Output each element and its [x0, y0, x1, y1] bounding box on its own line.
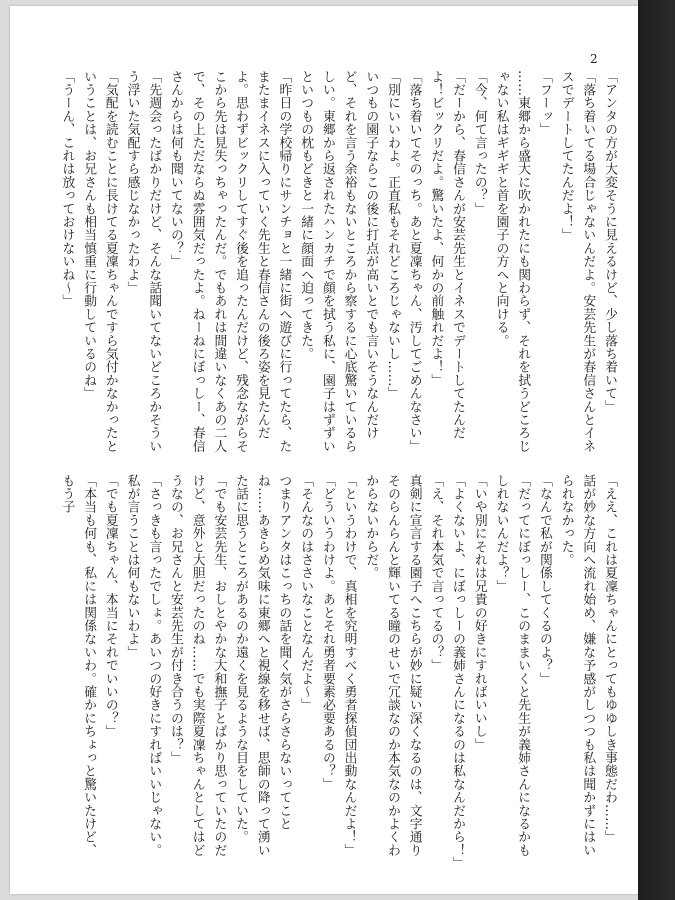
paragraph: 「気配を読むことに長けてる夏凜ちゃんですら気付かなかったということは、お兄さんも相当慎重に行動しているのね」	[81, 70, 118, 453]
paragraph: 「どういうわけよ。あとそれ勇者要素必要あるの？」	[319, 474, 335, 791]
paragraph: 「本当も何も、私には関係ないわ。確かにちょっと驚いたけど、もう子	[59, 474, 97, 857]
paragraph: 「でも安芸先生、おしとやかな大和撫子とばかり思っていたのだけど、意外と大胆だったのね……でも実際夏凜ちゃんとしてはどうなの、お兄さんと安芸先生が付き合うのは？」	[167, 474, 227, 857]
paragraph: 「今、何て言ったの？」	[471, 70, 487, 216]
paragraph: 「そんなのはささいなことなんだよ～」	[298, 474, 314, 712]
paragraph: 「だーから、春信さんが安芸先生とイネスでデートしてたんだよ！ビックリだよ。驚いたよ、何かの前触れだよ！」	[428, 70, 466, 440]
paragraph: 「いや別にそれは兄貴の好きにすればいいし」	[471, 474, 487, 752]
paragraph: 「うーん、これは放っておけないね～」	[59, 70, 75, 308]
paragraph: ……東郷から盛大に吹かれたにも関わらず、それを拭うどころじゃない私はギギギと首を園子の方へと向ける。	[493, 70, 531, 453]
paragraph: 「よくないよ、にぼっしーの義姉さんになるのは私なんだから！」	[450, 474, 466, 870]
paragraph: 話が妙な方向へ流れ始め、嫌な予感がしつつも私は聞かずにはいられなかった。	[558, 474, 596, 857]
paragraph: 真剣に宣言する園子へこちらが妙に疑い深くなるのは、文字通りそのらんらんと輝いてる瞳のせいで冗談なのか本気なのかよくわからないからだ。	[363, 474, 422, 857]
paragraph: つまりアンタはこっちの話を聞く気がさらさらないってことね……あきらめ気味に東郷へと視線を移せば、思師の降って湧いた話に思うところがあるのか遠くを見るような目をしていた。	[233, 474, 292, 857]
paragraph: 「フーッ」	[536, 70, 552, 136]
paragraph: 「さっきも言ったでしょ。あいつの好きにすればいいじゃない。私が言うことは何もないわよ」	[124, 474, 162, 857]
paragraph: 「落ち着いてる場合じゃないんだよ。安芸先生が春信さんとイネスでデートしてたんだよ！」	[558, 70, 596, 453]
viewer-edge-shadow	[638, 0, 675, 900]
paragraph: 「昨日の学校帰りにサンチョと一緒に街へ遊びに行ってたら、たまたまイネスに入っていく先生と春信さんの後ろ姿を見たんだよ。思わずビックリしてすぐ後を追ったんだけど、残念ながらそこから先は見失っちゃったんだ。でもあれは間違いなくあの二人で、その上ただならぬ雰囲気だったよ。ねーねにぼっしー、春信さんからは何も聞いてないの？」	[167, 70, 292, 453]
paragraph: 「別にいいわよ。正直私もそれどころじゃないし……」	[384, 70, 400, 400]
paragraph: 「でも夏凜ちゃん、本当にそれでいいの？」	[102, 474, 118, 738]
book-page	[10, 6, 638, 894]
page-number: 2	[590, 52, 598, 66]
paragraph: 「アンタの方が大変そうに見えるけど、少し落ち着いて」	[602, 70, 617, 414]
paragraph: 「だってにぼっしー、このままいくと先生が義姉さんになるかもしれないんだよ？」	[493, 474, 531, 857]
paragraph: 「というわけで、真相を究明すべく勇者探偵団出動なんだよ！」	[341, 474, 357, 857]
paragraph: 「え、それ本気で言ってるの？」	[428, 474, 444, 672]
paragraph: 「なんで私が関係してくるのよ？」	[536, 474, 552, 686]
paragraph: 「先週会ったばかりだけど、そんな話聞いてないどころかそういう浮いた気配すら感じなかったわよ」	[124, 70, 162, 453]
text-column-bottom	[59, 474, 620, 870]
paragraph: 「ええ、これは夏凜ちゃんにとってもゆゆしき事態だわ……」	[602, 474, 617, 844]
paragraph: 「落ち着いてそのっち。あと夏凜ちゃん、汚してごめんなさい」	[406, 70, 422, 453]
paragraph: いつもの園子ならこの後に打点が高いとでも言いそうなんだけど、それを言う余裕もないところから察するに心底驚いているらしい。東郷から返されたハンカチで顔を拭う私に、園子はずずいといつもの枕もどきと一緒に顔面へ迫ってきた。	[298, 70, 379, 453]
text-column-top	[59, 70, 620, 458]
